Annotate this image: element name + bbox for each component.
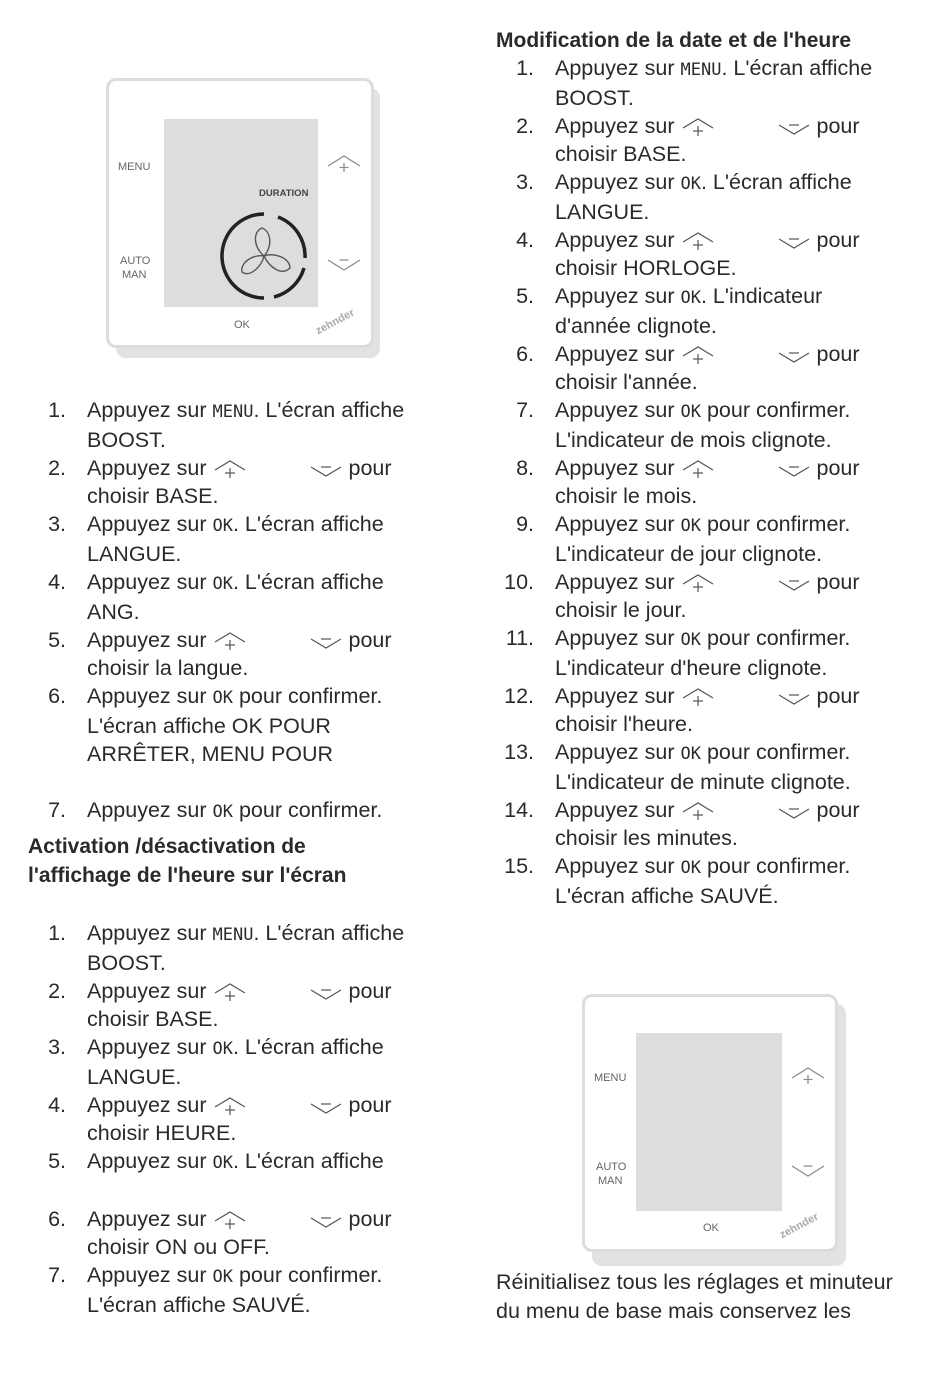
auto-label: AUTO [596,1161,627,1173]
list-item: 8. Appuyez sur pour choisir le mois. [516,456,860,508]
steps-list-2 [28,919,404,1319]
list-item: 4. Appuyez sur OK. L'écran affiche ANG. [48,570,384,624]
plus-arrow-icon [213,458,247,480]
plus-arrow-icon [213,630,247,652]
minus-arrow-icon [777,345,811,365]
auto-label: AUTO [120,255,151,267]
list-item: 14. Appuyez sur pour choisir les minutes. [504,798,860,850]
spacer [28,768,404,796]
control-panel-illustration-2 [582,994,848,1266]
plus-arrow-icon [790,1064,826,1086]
list-item: 1. Appuyez sur MENU. L'écran affiche BOOST. [516,56,873,110]
man-label: MAN [598,1175,623,1187]
minus-arrow-icon [777,687,811,707]
brand-logo: zehnder [777,1210,821,1242]
minus-arrow-icon [777,117,811,137]
list-item: 7. Appuyez sur OK pour confirmer. L'écran affiche SAUVÉ. [48,1263,383,1317]
minus-arrow-icon [777,801,811,821]
minus-arrow-icon [777,573,811,593]
list-item: 7. Appuyez sur OK pour confirmer. L'indicateur de mois clignote. [516,398,851,452]
list-item: 12. Appuyez sur pour choisir l'heure. [504,684,860,736]
list-item: 6. Appuyez sur pour choisir ON ou OFF. [48,1207,392,1259]
plus-arrow-icon [681,116,715,138]
list-item: 15. Appuyez sur OK pour confirmer. L'écran affiche SAUVÉ. [504,854,851,908]
list-item: 2. Appuyez sur pour choisir BASE. [48,979,392,1031]
section-title: Activation /désactivation de l'affichage de l'heure sur l'écran [28,835,347,887]
minus-arrow-icon [777,459,811,479]
plus-arrow-icon [681,230,715,252]
plus-arrow-icon [681,572,715,594]
menu-label: MENU [118,161,151,173]
list-item: 2. Appuyez sur pour choisir BASE. [516,114,860,166]
minus-arrow-icon [309,982,343,1002]
brand-logo: zehnder [313,306,357,338]
steps-list-3 [496,54,872,910]
duration-label: DURATION [259,188,309,199]
right-column [496,26,936,1323]
ok-label: OK [234,319,250,331]
list-item: 1. Appuyez sur MENU. L'écran affiche BOOST. [48,921,405,975]
list-item: 6. Appuyez sur OK pour confirmer. L'écran affiche OK POUR ARRÊTER, MENU POUR [48,684,383,766]
footer-paragraph: Réinitialisez tous les réglages et minuteur du menu de base mais conservez les [496,1270,893,1323]
steps-list-1 [28,396,404,826]
minus-arrow-icon [309,1096,343,1116]
list-item: 5. Appuyez sur OK. L'écran affiche [48,1149,384,1173]
list-item: 3. Appuyez sur OK. L'écran affiche LANGUE. [48,1035,384,1089]
plus-arrow-icon [326,152,362,174]
list-item: 3. Appuyez sur OK. L'écran affiche LANGUE. [516,170,852,224]
minus-arrow-icon [309,1210,343,1230]
plus-arrow-icon [213,1209,247,1231]
minus-arrow-icon [777,231,811,251]
list-item: 4. Appuyez sur pour choisir HEURE. [48,1093,392,1145]
plus-arrow-icon [681,344,715,366]
list-item: 9. Appuyez sur OK pour confirmer. L'indicateur de jour clignote. [516,512,851,566]
minus-arrow-icon [326,254,362,274]
man-label: MAN [122,269,147,281]
list-item: 5. Appuyez sur pour choisir la langue. [48,628,392,680]
minus-arrow-icon [309,459,343,479]
list-item: 3. Appuyez sur OK. L'écran affiche LANGUE. [48,512,384,566]
ok-label: OK [703,1222,719,1234]
list-item: 7. Appuyez sur OK pour confirmer. [48,798,383,822]
list-item: 13. Appuyez sur OK pour confirmer. L'indicateur de minute clignote. [504,740,851,794]
minus-arrow-icon [309,631,343,651]
section-title: Modification de la date et de l'heure [496,29,852,52]
plus-arrow-icon [213,1095,247,1117]
control-panel-illustration-1 [106,78,382,360]
plus-arrow-icon [213,981,247,1003]
list-item: 5. Appuyez sur OK. L'indicateur d'année clignote. [516,284,823,338]
plus-arrow-icon [681,800,715,822]
menu-label: MENU [594,1072,627,1084]
list-item: 1. Appuyez sur MENU. L'écran affiche BOOST. [48,398,405,452]
list-item: 2. Appuyez sur pour choisir BASE. [48,456,392,508]
list-item: 6. Appuyez sur pour choisir l'année. [516,342,860,394]
spacer [28,1177,404,1205]
plus-arrow-icon [681,458,715,480]
list-item: 11. Appuyez sur OK pour confirmer. L'indicateur d'heure clignote. [505,626,851,680]
list-item: 4. Appuyez sur pour choisir HORLOGE. [516,228,860,280]
list-item: 10. Appuyez sur pour choisir le jour. [504,570,860,622]
fan-icon [216,208,312,304]
plus-arrow-icon [681,686,715,708]
minus-arrow-icon [790,1160,826,1180]
